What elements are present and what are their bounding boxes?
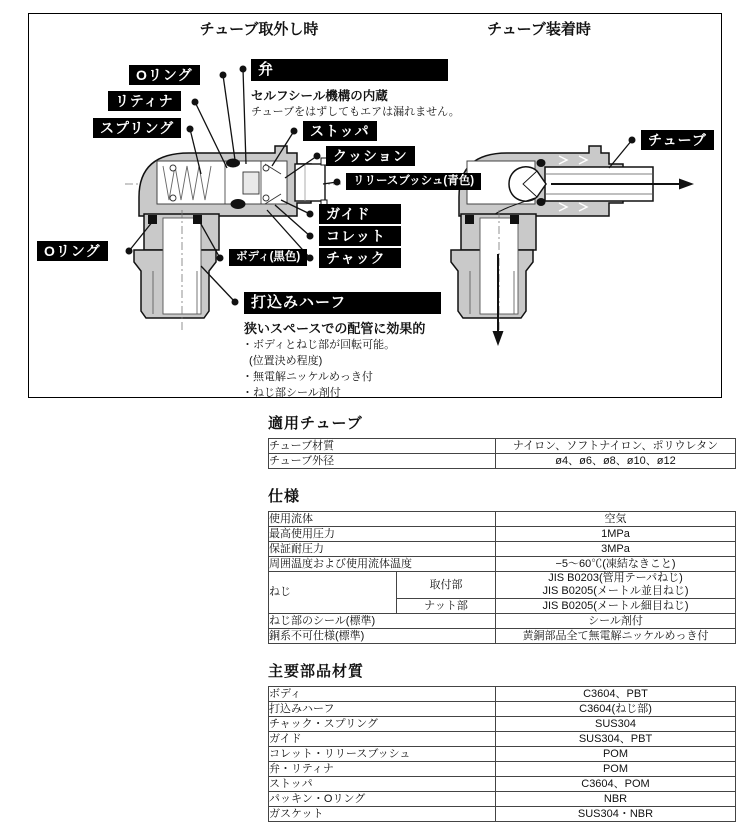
table-row xyxy=(269,732,736,747)
table-row xyxy=(269,542,736,557)
row-label-cell: ストッパ xyxy=(269,777,496,792)
oring-section-dot xyxy=(231,199,246,209)
row-value-cell: シール剤付 xyxy=(496,614,736,629)
row-value-cell: JIS B0205(メートル細目ねじ) xyxy=(496,599,736,614)
label-spring: スプリング xyxy=(93,118,181,138)
row-sublabel-cell: ナット部 xyxy=(397,599,496,614)
table-row xyxy=(269,792,736,807)
table-row xyxy=(269,439,736,454)
label-chuck: チャック xyxy=(319,248,401,268)
table-row xyxy=(269,614,736,629)
row-label-cell: ねじ xyxy=(269,572,397,614)
table-row xyxy=(269,687,736,702)
spec-tables-section xyxy=(268,412,735,822)
row-label-cell: 最高使用圧力 xyxy=(269,527,496,542)
table-row xyxy=(269,762,736,777)
row-value-cell xyxy=(496,572,736,599)
release-bush-drawing xyxy=(295,164,325,201)
row-value-cell: 1MPa xyxy=(496,527,736,542)
row-value-cell: NBR xyxy=(496,792,736,807)
row-label-cell: 銅系不可仕様(標準) xyxy=(269,629,496,644)
label-stopper: ストッパ xyxy=(303,121,377,141)
drive-half-bullets xyxy=(242,336,395,400)
table-row xyxy=(269,572,736,599)
row-value-cell: SUS304、PBT xyxy=(496,732,736,747)
self-seal-body: チューブをはずしてもエアは漏れません。 xyxy=(251,106,460,118)
oring-section-dot xyxy=(226,159,240,168)
diagram-panel xyxy=(28,13,722,398)
label-body: ボディ(黒色) xyxy=(229,249,307,266)
label-tube: チューブ xyxy=(641,130,714,150)
label-collet: コレット xyxy=(319,226,401,246)
jis-line: JIS B0205(メートル並目ねじ) xyxy=(542,585,689,597)
label-guide: ガイド xyxy=(319,204,401,224)
row-value-cell: C3604、POM xyxy=(496,777,736,792)
bullet-item: ・ねじ部シール剤付 xyxy=(242,387,341,399)
row-value-cell: −5〜60℃(凍結なきこと) xyxy=(496,557,736,572)
row-label-cell: チューブ外径 xyxy=(269,454,496,469)
table-row xyxy=(269,702,736,717)
row-value-cell: ナイロン、ソフトナイロン、ポリウレタン xyxy=(496,439,736,454)
self-seal-title: セルフシール機構の内蔵 xyxy=(251,89,388,103)
row-label-cell: 周囲温度および使用流体温度 xyxy=(269,557,496,572)
row-value-cell: C3604、PBT xyxy=(496,687,736,702)
row-label-cell: ねじ部のシール(標準) xyxy=(269,614,496,629)
table-row xyxy=(269,717,736,732)
row-label-cell: ボディ xyxy=(269,687,496,702)
bullet-item: ・ボディとねじ部が回転可能。 xyxy=(242,339,396,351)
table-row xyxy=(269,807,736,822)
drive-half-benefit: 狭いスペースでの配管に効果的 xyxy=(244,321,426,336)
table-row xyxy=(269,512,736,527)
label-oring-top: Oリング xyxy=(129,65,200,85)
row-value-cell: 黄銅部品全て無電解ニッケルめっき付 xyxy=(496,629,736,644)
row-label-cell: コレット・リリースブッシュ xyxy=(269,747,496,762)
row-label-cell: チューブ材質 xyxy=(269,439,496,454)
row-label-cell: パッキン・Oリング xyxy=(269,792,496,807)
bullet-item: ・無電解ニッケルめっき付 xyxy=(242,371,373,383)
spec-table xyxy=(268,511,736,644)
row-value-cell: POM xyxy=(496,762,736,777)
label-cushion: クッション xyxy=(326,146,415,166)
row-label-cell: ガイド xyxy=(269,732,496,747)
table-row xyxy=(269,777,736,792)
row-value-cell: 空気 xyxy=(496,512,736,527)
tube-attached-fitting xyxy=(445,146,694,346)
row-sublabel-cell: 取付部 xyxy=(397,572,496,599)
row-label-cell: 使用流体 xyxy=(269,512,496,527)
label-valve: 弁 xyxy=(251,59,448,81)
row-value-cell: 3MPa xyxy=(496,542,736,557)
row-value-cell: SUS304 xyxy=(496,717,736,732)
applicable-tube-table xyxy=(268,438,736,469)
jis-line: JIS B0203(管用テーパねじ) xyxy=(548,572,683,584)
table-row xyxy=(269,557,736,572)
spec-heading: 仕様 xyxy=(268,488,301,505)
table-row xyxy=(269,629,736,644)
right-diagram-title: チューブ装着時 xyxy=(487,21,591,38)
label-drive-half: 打込みハーフ xyxy=(244,292,441,314)
table-row xyxy=(269,454,736,469)
table-row xyxy=(269,747,736,762)
row-label-cell: ガスケット xyxy=(269,807,496,822)
materials-table xyxy=(268,686,736,822)
applicable-tube-heading: 適用チューブ xyxy=(268,415,363,432)
row-label-cell: 打込みハーフ xyxy=(269,702,496,717)
row-value-cell: C3604(ねじ部) xyxy=(496,702,736,717)
left-diagram-title: チューブ取外し時 xyxy=(199,21,319,38)
label-release-bush: リリースブッシュ(青色) xyxy=(346,173,481,190)
row-value-cell: ø4、ø6、ø8、ø10、ø12 xyxy=(496,454,736,469)
label-oring-side: Oリング xyxy=(37,241,108,261)
row-label-cell: チャック・スプリング xyxy=(269,717,496,732)
table-row xyxy=(269,527,736,542)
bullet-item: (位置決め程度) xyxy=(249,355,323,367)
materials-heading: 主要部品材質 xyxy=(268,663,365,680)
row-value-cell: SUS304・NBR xyxy=(496,807,736,822)
row-label-cell: 弁・リティナ xyxy=(269,762,496,777)
row-label-cell: 保証耐圧力 xyxy=(269,542,496,557)
label-retainer: リティナ xyxy=(108,91,181,111)
row-value-cell: POM xyxy=(496,747,736,762)
